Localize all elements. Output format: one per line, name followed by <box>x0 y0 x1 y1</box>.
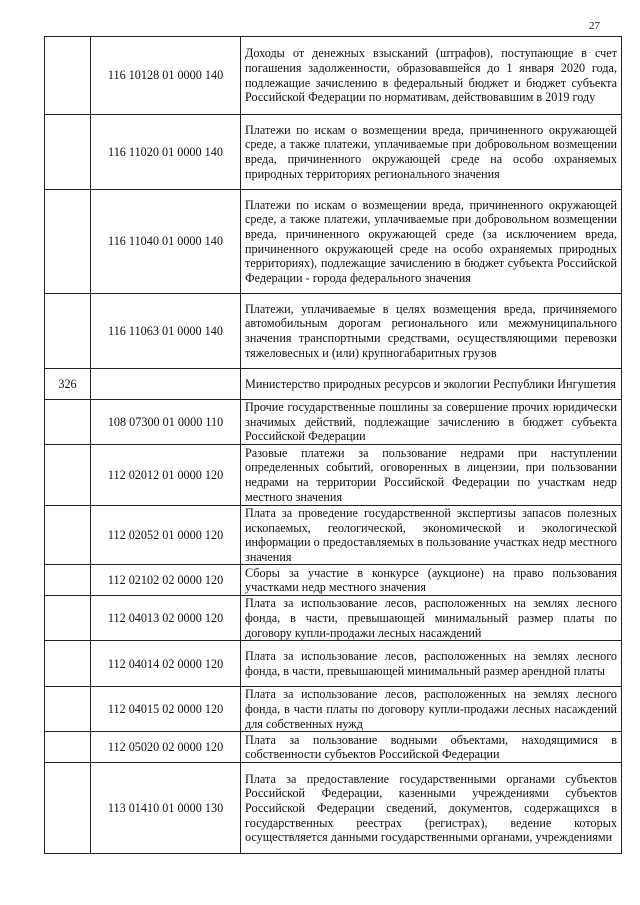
admin-code-cell <box>45 763 91 854</box>
table-row <box>45 596 622 641</box>
admin-code-cell: 326 <box>45 369 91 400</box>
admin-code-cell <box>45 37 91 115</box>
table-row <box>45 641 622 687</box>
budget-code-cell <box>91 369 241 400</box>
budget-code-cell: 116 11020 01 0000 140 <box>91 115 241 190</box>
admin-code-cell <box>45 400 91 445</box>
admin-code-cell <box>45 115 91 190</box>
table-row <box>45 732 622 763</box>
table-row <box>45 506 622 565</box>
budget-code-cell: 112 02012 01 0000 120 <box>91 445 241 506</box>
table-row <box>45 190 622 294</box>
admin-code-cell <box>45 190 91 294</box>
table-row <box>45 445 622 506</box>
table-row-ministry <box>45 369 622 400</box>
description-cell: Платежи, уплачиваемые в целях возмещения вреда, причиняемого автомобильным дорогам регионального или межмуниципального значения транспортными средствами, осуществляющими перевозки тяжеловесных и (или) крупногабаритных грузов <box>241 294 622 369</box>
description-cell: Плата за предоставление государственными органами субъектов Российской Федерации, казенными учреждениями субъектов Российской Федерации сведений, документов, содержащихся в государственных реестрах (регистрах), ведение которых осуществляется данными государственными органами, учреждениями <box>241 763 622 854</box>
table-row <box>45 37 622 115</box>
budget-code-cell: 116 10128 01 0000 140 <box>91 37 241 115</box>
admin-code-cell <box>45 506 91 565</box>
description-cell: Платежи по искам о возмещении вреда, причиненного окружающей среде, а также платежи, уплачиваемые при добровольном возмещении вреда, причиненного окружающей среде на особо охраняемых природных территориях регионального значения <box>241 115 622 190</box>
budget-code-cell: 112 02052 01 0000 120 <box>91 506 241 565</box>
description-cell: Плата за использование лесов, расположенных на землях лесного фонда, в части, превышающей минимальный размер арендной платы <box>241 641 622 687</box>
budget-code-cell: 113 01410 01 0000 130 <box>91 763 241 854</box>
description-cell: Платежи по искам о возмещении вреда, причиненного окружающей среде, а также платежи, уплачиваемые при добровольном возмещении вреда, причиненного окружающей среде (за исключением вреда, причиненного окружающей среде на особо охраняемых природных территориях), подлежащие зачислению в бюджет субъекта Российской Федерации - города федерального значения <box>241 190 622 294</box>
description-cell: Доходы от денежных взысканий (штрафов), поступающие в счет погашения задолженности, образовавшейся до 1 января 2020 года, подлежащие зачислению в федеральный бюджет и бюджет субъекта Российской Федерации по нормативам, действовавшим в 2019 году <box>241 37 622 115</box>
description-cell: Плата за пользование водными объектами, находящимися в собственности субъектов Российской Федерации <box>241 732 622 763</box>
budget-code-cell: 116 11040 01 0000 140 <box>91 190 241 294</box>
admin-code-cell <box>45 445 91 506</box>
admin-code-cell <box>45 596 91 641</box>
ministry-name-cell: Министерство природных ресурсов и экологии Республики Ингушетия <box>241 369 622 400</box>
budget-code-cell: 112 02102 02 0000 120 <box>91 565 241 596</box>
budget-code-cell: 112 05020 02 0000 120 <box>91 732 241 763</box>
page-number: 27 <box>589 20 600 32</box>
description-cell: Прочие государственные пошлины за совершение прочих юридически значимых действий, подлежащие зачислению в бюджет субъекта Российской Федерации <box>241 400 622 445</box>
table-row <box>45 294 622 369</box>
budget-code-cell: 112 04013 02 0000 120 <box>91 596 241 641</box>
description-cell: Разовые платежи за пользование недрами при наступлении определенных событий, оговоренных в лицензии, при пользовании недрами на территории Российской Федерации по участкам недр местного значения <box>241 445 622 506</box>
budget-classification-table <box>44 36 622 854</box>
table-row <box>45 565 622 596</box>
budget-code-cell: 112 04015 02 0000 120 <box>91 687 241 732</box>
admin-code-cell <box>45 641 91 687</box>
table-row <box>45 400 622 445</box>
admin-code-cell <box>45 565 91 596</box>
description-cell: Плата за использование лесов, расположенных на землях лесного фонда, в части платы по договору купли-продажи лесных насаждений для собственных нужд <box>241 687 622 732</box>
admin-code-cell <box>45 732 91 763</box>
admin-code-cell <box>45 687 91 732</box>
table-row <box>45 687 622 732</box>
budget-code-cell: 116 11063 01 0000 140 <box>91 294 241 369</box>
description-cell: Сборы за участие в конкурсе (аукционе) на право пользования участками недр местного значения <box>241 565 622 596</box>
budget-code-cell: 112 04014 02 0000 120 <box>91 641 241 687</box>
table-row <box>45 763 622 854</box>
admin-code-cell <box>45 294 91 369</box>
budget-code-cell: 108 07300 01 0000 110 <box>91 400 241 445</box>
description-cell: Плата за проведение государственной экспертизы запасов полезных ископаемых, геологической, экономической и экологической информации о предоставляемых в пользование участках недр местного значения <box>241 506 622 565</box>
table-row <box>45 115 622 190</box>
description-cell: Плата за использование лесов, расположенных на землях лесного фонда, в части, превышающей минимальный размер платы по договору купли-продажи лесных насаждений <box>241 596 622 641</box>
